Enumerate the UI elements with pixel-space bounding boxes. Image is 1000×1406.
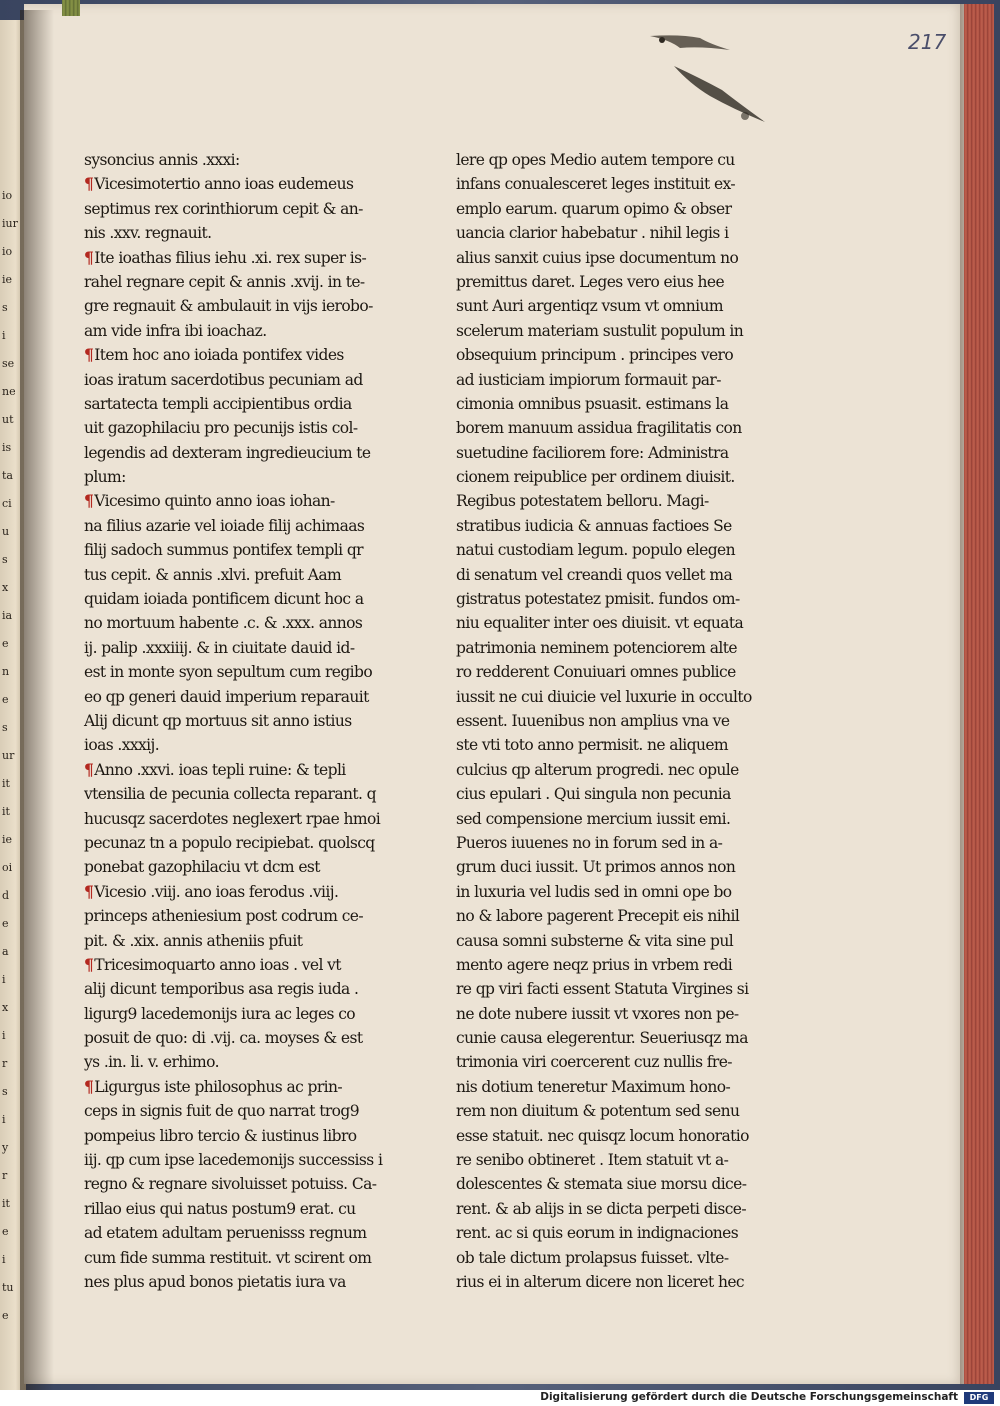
line-text: niu equaliter inter oes diuisit. vt equata	[456, 614, 744, 633]
rubric-pilcrow-icon: ¶	[84, 1076, 94, 1096]
text-line	[456, 977, 756, 1001]
text-line	[456, 1026, 756, 1050]
text-line	[84, 319, 384, 343]
rubric-pilcrow-icon: ¶	[84, 174, 94, 194]
line-text: essent. Iuuenibus non amplius vna ve	[456, 711, 730, 730]
text-line	[84, 1002, 384, 1026]
text-line	[84, 831, 384, 855]
line-text: cum fide summa restituit. vt scirent om	[84, 1248, 372, 1267]
line-text: Vicesimotertio anno ioas eudemeus	[94, 175, 354, 194]
line-text: Anno .xxvi. ioas tepli ruine: & tepli	[94, 760, 346, 779]
text-line	[456, 904, 756, 928]
text-line	[84, 538, 384, 562]
line-text: princeps atheniesium post codrum ce-	[84, 907, 363, 926]
text-line	[456, 148, 756, 172]
line-text: Pueros iuuenes no in forum sed in a-	[456, 833, 723, 852]
text-line	[456, 514, 756, 538]
left-page-fragment: u	[2, 525, 10, 538]
text-line	[456, 294, 756, 318]
text-line	[456, 660, 756, 684]
text-line	[84, 855, 384, 879]
left-page-fragment: ie	[2, 833, 13, 846]
line-text: esse statuit. nec quisqz locum honoratio	[456, 1126, 749, 1145]
text-line	[84, 758, 384, 782]
line-text: grum duci iussit. Ut primos annos non	[456, 858, 736, 877]
line-text: pit. & .xix. annis atheniis pfuit	[84, 931, 303, 950]
line-text: uit gazophilaciu pro pecunijs istis col-	[84, 419, 358, 438]
line-text: rem non diuitum & potentum sed senu	[456, 1102, 740, 1121]
text-line	[456, 392, 756, 416]
left-page-fragment: it	[2, 777, 10, 790]
line-text: Vicesio .viij. ano ioas ferodus .viij.	[94, 882, 339, 901]
text-line	[456, 563, 756, 587]
left-page-fragment: it	[2, 805, 10, 818]
line-text: pompeius libro tercio & iustinus libro	[84, 1126, 357, 1145]
line-text: rent. & ab alijs in se dicta perpeti disce-	[456, 1199, 747, 1218]
left-page-fragment: s	[2, 553, 8, 566]
line-text: borem manuum assidua fragilitatis con	[456, 419, 742, 438]
text-line	[456, 953, 756, 977]
text-line	[456, 172, 756, 196]
left-page-fragment: it	[2, 1197, 10, 1210]
line-text: alij dicunt temporibus asa regis iuda .	[84, 980, 359, 999]
line-text: iussit ne cui diuicie vel luxurie in occulto	[456, 687, 752, 706]
line-text: cionem reipublice per ordinem diuisit.	[456, 468, 735, 487]
left-page-fragment: s	[2, 721, 8, 734]
line-text: quidam ioiada pontificem dicunt hoc a	[84, 590, 364, 609]
text-line	[456, 270, 756, 294]
line-text: mento agere neqz prius in vrbem redi	[456, 955, 733, 974]
text-line	[84, 1075, 384, 1099]
text-line	[456, 733, 756, 757]
text-line	[456, 1075, 756, 1099]
line-text: patrimonia neminem potenciorem alte	[456, 638, 737, 657]
line-text: lere qp opes Medio autem tempore cu	[456, 151, 735, 169]
text-line	[84, 416, 384, 440]
line-text: obsequium principum . principes vero	[456, 346, 734, 365]
text-line	[456, 636, 756, 660]
left-page-fragment: x	[2, 581, 9, 594]
text-line	[456, 1124, 756, 1148]
line-text: legendis ad dexteram ingredieucium te	[84, 443, 371, 462]
line-text: premittus daret. Leges vero eius hee	[456, 272, 725, 291]
left-page-fragment: x	[2, 1001, 9, 1014]
text-line	[84, 294, 384, 318]
line-text: sysoncius annis .xxxi:	[84, 151, 240, 169]
line-text: infans conualesceret leges instituit ex-	[456, 175, 736, 194]
line-text: no & labore pagerent Precepit eis nihil	[456, 907, 740, 926]
line-text: ad etatem adultam peruenisss regnum	[84, 1224, 367, 1243]
line-text: nis .xxv. regnauit.	[84, 224, 212, 243]
rubric-pilcrow-icon: ¶	[84, 247, 94, 267]
text-line	[456, 929, 756, 953]
line-text: sartatecta templi accipientibus ordia	[84, 394, 352, 413]
line-text: tus cepit. & annis .xlvi. prefuit Aam	[84, 565, 342, 584]
gutter-shadow	[20, 10, 54, 1400]
rubric-pilcrow-icon: ¶	[84, 759, 94, 779]
text-line	[456, 246, 756, 270]
left-page-fragment: is	[2, 441, 12, 454]
text-line	[84, 904, 384, 928]
text-line	[84, 392, 384, 416]
text-line	[456, 758, 756, 782]
line-text: ij. palip .xxxiiij. & in ciuitate dauid id-	[84, 638, 355, 657]
line-text: culcius qp alterum progredi. nec opule	[456, 760, 739, 779]
text-line	[84, 636, 384, 660]
left-page-fragment: n	[2, 665, 10, 678]
line-text: am vide infra ibi ioachaz.	[84, 321, 267, 340]
line-text: alius sanxit cuius ipse documentum no	[456, 248, 739, 267]
text-line	[84, 733, 384, 757]
line-text: natui custodiam legum. populo elegen	[456, 541, 735, 560]
text-line	[456, 1246, 756, 1270]
left-page-fragment: e	[2, 693, 9, 706]
line-text: ioas .xxxij.	[84, 736, 160, 755]
left-page-fragment: ur	[2, 749, 15, 762]
text-line	[456, 1270, 756, 1294]
line-text: sed compensione mercium iussit emi.	[456, 809, 731, 828]
left-page-fragment: io	[2, 245, 13, 258]
line-text: ioas iratum sacerdotibus pecuniam ad	[84, 370, 363, 389]
rubric-pilcrow-icon: ¶	[84, 491, 94, 511]
text-column-left	[84, 148, 384, 1294]
line-text: na filius azarie vel ioiade filij achimaas	[84, 516, 365, 535]
left-page-fragment: tu	[2, 1281, 14, 1294]
text-line	[456, 465, 756, 489]
text-line	[84, 709, 384, 733]
line-text: no mortuum habente .c. & .xxx. annos	[84, 614, 363, 633]
line-text: cius epulari . Qui singula non pecunia	[456, 785, 731, 804]
line-text: ponebat gazophilaciu vt dcm est	[84, 858, 320, 877]
text-line	[84, 197, 384, 221]
text-line	[456, 1197, 756, 1221]
left-page-fragment: a	[2, 945, 9, 958]
text-line	[456, 782, 756, 806]
line-text: di senatum vel creandi quos vellet ma	[456, 565, 733, 584]
line-text: emplo earum. quarum opimo & obser	[456, 199, 732, 218]
text-line	[456, 368, 756, 392]
line-text: uancia clarior habebatur . nihil legis i	[456, 224, 729, 243]
text-line	[84, 977, 384, 1001]
line-text: est in monte syon sepultum cum regibo	[84, 663, 373, 682]
line-text: ob tale dictum prolapsus fuisset. vlte-	[456, 1248, 729, 1267]
line-text: ste vti toto anno permisit. ne aliquem	[456, 736, 729, 755]
line-text: vtensilia de pecunia collecta reparant. q	[84, 785, 376, 804]
text-line	[456, 611, 756, 635]
line-text: stratibus iudicia & annuas factioes Se	[456, 516, 732, 535]
left-page-fragment: i	[2, 1029, 6, 1042]
line-text: ne dote nubere iussit vt vxores non pe-	[456, 1004, 739, 1023]
text-line	[456, 1050, 756, 1074]
line-text: ceps in signis fuit de quo narrat trog9	[84, 1102, 359, 1121]
text-line	[84, 1099, 384, 1123]
text-line	[456, 1002, 756, 1026]
footer-credit: Digitalisierung gefördert durch die Deutsche Forschungsgemeinschaft	[540, 1391, 958, 1403]
text-line	[84, 929, 384, 953]
left-page-fragment: s	[2, 1085, 8, 1098]
folio-number: 217	[908, 30, 947, 54]
line-text: dolescentes & stemata siue morsu dice-	[456, 1175, 747, 1194]
text-column-right	[456, 148, 756, 1294]
line-text: pecunaz tn a populo recipiebat. quolscq	[84, 833, 375, 852]
ink-stain	[640, 26, 780, 136]
text-line	[84, 611, 384, 635]
text-line	[84, 172, 384, 196]
left-page-fragment: ut	[2, 413, 14, 426]
line-text: Item hoc ano ioiada pontifex vides	[94, 346, 344, 365]
text-line	[456, 709, 756, 733]
text-line	[456, 1221, 756, 1245]
line-text: rahel regnare cepit & annis .xvij. in te-	[84, 272, 365, 291]
text-line	[84, 660, 384, 684]
text-line	[84, 246, 384, 270]
line-text: ys .in. li. v. erhimo.	[84, 1053, 219, 1072]
text-line	[84, 1197, 384, 1221]
text-line	[456, 221, 756, 245]
text-line	[84, 221, 384, 245]
left-page-fragment: iur	[2, 217, 18, 230]
line-text: nis dotium teneretur Maximum hono-	[456, 1077, 731, 1096]
text-line	[84, 1124, 384, 1148]
left-page-fragment: ta	[2, 469, 13, 482]
rubric-pilcrow-icon: ¶	[84, 345, 94, 365]
text-line	[84, 1050, 384, 1074]
line-text: iij. qp cum ipse lacedemonijs successiss i	[84, 1151, 383, 1170]
left-page-fragment: y	[2, 1141, 9, 1154]
left-page-fragment: io	[2, 189, 13, 202]
left-page-fragment: s	[2, 301, 8, 314]
footer-bar	[0, 1390, 1000, 1406]
text-line	[456, 319, 756, 343]
line-text: cunie causa elegerentur. Seueriusqz ma	[456, 1029, 748, 1048]
text-line	[456, 880, 756, 904]
left-page-fragment: r	[2, 1057, 8, 1070]
left-page-fragment: i	[2, 1113, 6, 1126]
line-text: scelerum materiam sustulit populum in	[456, 321, 744, 340]
text-line	[456, 416, 756, 440]
text-line	[456, 1172, 756, 1196]
text-line	[84, 880, 384, 904]
line-text: Vicesimo quinto anno ioas iohan-	[94, 492, 335, 511]
left-page-fragment: ne	[2, 385, 16, 398]
line-text: trimonia viri coercerent cuz nullis fre-	[456, 1053, 732, 1072]
line-text: ligurg9 lacedemonijs iura ac leges co	[84, 1004, 356, 1023]
left-page-fragment: se	[2, 357, 15, 370]
line-text: Ligurgus iste philosophus ac prin-	[94, 1077, 343, 1096]
line-text: ad iusticiam impiorum formauit par-	[456, 370, 721, 389]
text-line	[456, 807, 756, 831]
text-line	[84, 1221, 384, 1245]
text-line	[456, 831, 756, 855]
left-page-fragment: i	[2, 973, 6, 986]
left-page-fragment: i	[2, 1253, 6, 1266]
text-line	[84, 368, 384, 392]
text-line	[84, 953, 384, 977]
line-text: plum:	[84, 468, 126, 487]
text-line	[456, 441, 756, 465]
text-line	[84, 514, 384, 538]
line-text: suetudine faciliorem fore: Administra	[456, 443, 729, 462]
line-text: rillao eius qui natus postum9 erat. cu	[84, 1199, 356, 1218]
line-text: nes plus apud bonos pietatis iura va	[84, 1272, 346, 1291]
line-text: re senibo obtineret . Item statuit vt a-	[456, 1151, 729, 1170]
text-line	[84, 1270, 384, 1294]
text-line	[456, 685, 756, 709]
text-line	[84, 563, 384, 587]
text-line	[84, 270, 384, 294]
text-line	[456, 538, 756, 562]
line-text: re qp viri facti essent Statuta Virgines si	[456, 980, 749, 999]
line-text: gre regnauit & ambulauit in vijs ierobo-	[84, 297, 373, 316]
line-text: regno & regnare sivoluisset potuiss. Ca-	[84, 1175, 377, 1194]
left-page-fragment: e	[2, 1225, 9, 1238]
line-text: Alij dicunt qp mortuus sit anno istius	[84, 711, 352, 730]
ribbon-bookmark	[62, 0, 80, 16]
line-text: sunt Auri argentiqz vsum vt omnium	[456, 297, 723, 316]
text-line	[84, 441, 384, 465]
text-line	[456, 343, 756, 367]
text-line	[84, 1172, 384, 1196]
text-line	[456, 587, 756, 611]
rubric-pilcrow-icon: ¶	[84, 954, 94, 974]
line-text: gistratus potestatez pmisit. fundos om-	[456, 590, 740, 609]
left-page-fragment: oi	[2, 861, 13, 874]
text-line	[84, 587, 384, 611]
left-page-fragment: e	[2, 1309, 9, 1322]
left-page-fragment: ci	[2, 497, 12, 510]
text-line	[84, 148, 384, 172]
line-text: in luxuria vel ludis sed in omni ope bo	[456, 882, 732, 901]
line-text: eo qp generi dauid imperium reparauit	[84, 687, 369, 706]
left-page-fragment: e	[2, 637, 9, 650]
rubric-pilcrow-icon: ¶	[84, 881, 94, 901]
text-line	[84, 1148, 384, 1172]
line-text: ro redderent Conuiuari omnes publice	[456, 663, 736, 682]
line-text: filij sadoch summus pontifex templi qr	[84, 541, 363, 560]
page-block-red-edge	[964, 4, 994, 1384]
line-text: Ite ioathas filius iehu .xi. rex super is-	[94, 248, 367, 267]
line-text: septimus rex corinthiorum cepit & an-	[84, 199, 363, 218]
line-text: Tricesimoquarto anno ioas . vel vt	[94, 955, 341, 974]
text-line	[84, 807, 384, 831]
text-line	[84, 465, 384, 489]
text-line	[84, 1246, 384, 1270]
left-page-fragment: d	[2, 889, 10, 902]
text-line	[84, 782, 384, 806]
left-page-fragment: ie	[2, 273, 13, 286]
left-page-fragment: ia	[2, 609, 13, 622]
line-text: hucusqz sacerdotes neglexert rpae hmoi	[84, 809, 381, 828]
text-line	[456, 197, 756, 221]
left-page-fragment: r	[2, 1169, 8, 1182]
line-text: posuit de quo: di .vij. ca. moyses & est	[84, 1029, 363, 1048]
dfg-logo: DFG	[964, 1392, 994, 1404]
line-text: Regibus potestatem belloru. Magi-	[456, 492, 709, 511]
text-line	[456, 855, 756, 879]
line-text: rent. ac si quis eorum in indignaciones	[456, 1224, 739, 1243]
text-line	[456, 1099, 756, 1123]
line-text: rius ei in alterum dicere non liceret hec	[456, 1272, 744, 1291]
left-page-fragment: e	[2, 917, 9, 930]
text-line	[84, 343, 384, 367]
text-line	[84, 1026, 384, 1050]
text-line	[84, 685, 384, 709]
text-line	[84, 489, 384, 513]
text-line	[456, 1148, 756, 1172]
left-page-fragment: i	[2, 329, 6, 342]
line-text: causa somni substerne & vita sine pul	[456, 931, 734, 950]
text-line	[456, 489, 756, 513]
line-text: cimonia omnibus psuasit. estimans la	[456, 394, 729, 413]
